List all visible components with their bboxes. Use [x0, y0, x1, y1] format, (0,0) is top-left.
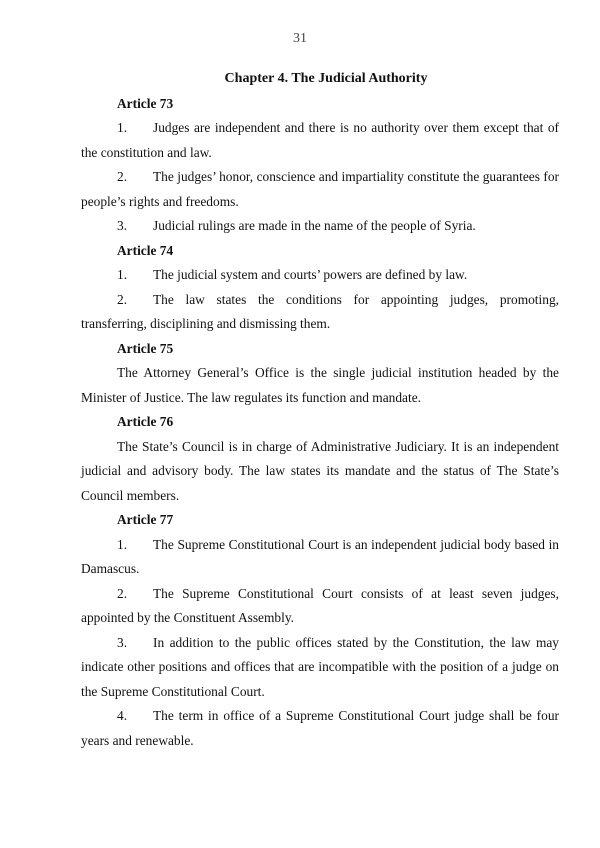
paragraph-text: The judges’ honor, conscience and impartiality constitute the guarantees for people’s rights and freedoms.: [81, 169, 559, 209]
paragraph-number: 2.: [117, 291, 128, 307]
chapter-title: Chapter 4. The Judicial Authority: [224, 71, 428, 86]
paragraph-number: 3.: [117, 634, 128, 650]
paragraph-text: In addition to the public offices stated by the Constitution, the law may indicate other positions and offices that are incompatible with the position of a judge on the Supreme Constitutional Court.: [81, 634, 559, 699]
paragraph-number: 2.: [117, 169, 128, 184]
article-paragraph: [81, 214, 559, 239]
paragraph-number: 1.: [117, 267, 128, 282]
paragraph-number: 1.: [117, 120, 128, 135]
article-paragraph: [81, 704, 559, 753]
paragraph-number: 4.: [117, 708, 128, 723]
article-heading: Article 76: [117, 414, 174, 429]
article-paragraph: The State’s Council is in charge of Administrative Judiciary. It is an independent judicial and advisory body. The law states its mandate and the status of The State’s Council members.: [81, 438, 559, 503]
paragraph-text: The term in office of a Supreme Constitutional Court judge shall be four years and renewable.: [81, 708, 559, 748]
article-paragraph: [81, 631, 559, 705]
article-heading: Article 73: [117, 95, 174, 111]
article-paragraph: [81, 263, 559, 288]
paragraph-text: The Supreme Constitutional Court consists of at least seven judges, appointed by the Constituent Assembly.: [81, 585, 559, 625]
article-paragraph: [81, 165, 559, 214]
paragraph-number: 2.: [117, 585, 128, 601]
article-paragraph: The Attorney General’s Office is the single judicial institution headed by the Minister of Justice. The law regulates its function and mandate.: [81, 365, 559, 405]
paragraph-text: Judicial rulings are made in the name of the people of Syria.: [153, 218, 476, 233]
paragraph-text: The Supreme Constitutional Court is an independent judicial body based in Damascus.: [81, 536, 559, 576]
article-heading: Article 74: [117, 242, 174, 258]
paragraph-number: 1.: [117, 536, 128, 552]
paragraph-text: Judges are independent and there is no authority over them except that of the constitution and law.: [81, 120, 559, 160]
article-paragraph: [81, 116, 559, 165]
article-paragraph: [81, 582, 559, 631]
article-heading: Article 77: [117, 512, 174, 527]
document-body: [81, 67, 559, 753]
paragraph-text: The law states the conditions for appointing judges, promoting, transferring, disciplining and dismissing them.: [81, 291, 559, 331]
paragraph-number: 3.: [117, 218, 128, 233]
paragraph-text: The judicial system and courts’ powers are defined by law.: [153, 267, 468, 282]
article-heading: Article 75: [117, 340, 174, 356]
article-paragraph: [81, 288, 559, 337]
page-number: 31: [293, 31, 307, 46]
article-paragraph: [81, 533, 559, 582]
